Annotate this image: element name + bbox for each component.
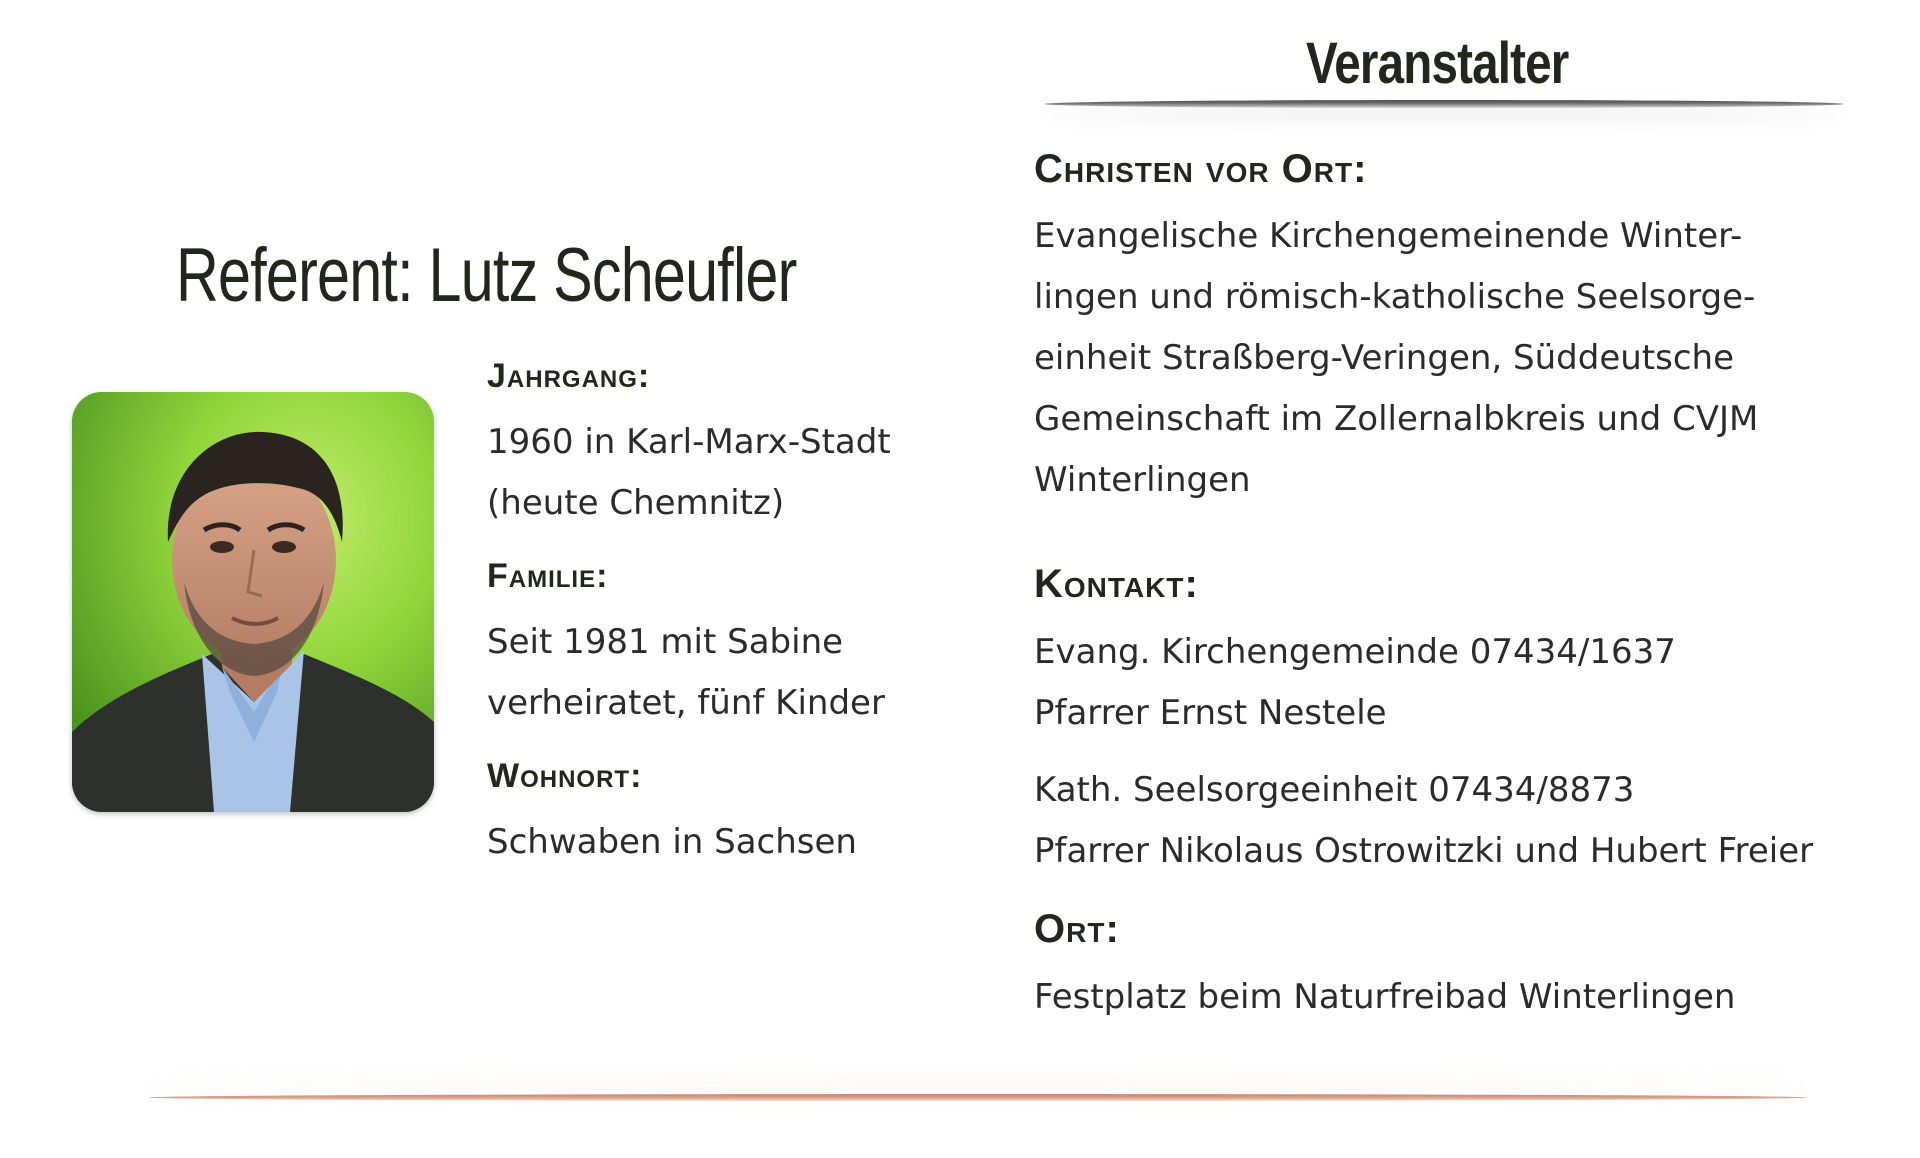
jahrgang-label: Jahrgang: — [487, 357, 651, 395]
ort-value: Festplatz beim Naturfreibad Winterlingen — [1034, 977, 1736, 1017]
kontakt-label: Kontakt: — [1034, 562, 1199, 606]
christen-vor-ort-label: Christen vor Ort: — [1034, 147, 1368, 191]
kontakt-evang-pfarrer: Pfarrer Ernst Nestele — [1034, 693, 1387, 733]
christen-vor-ort-line-4: Gemeinschaft im Zollernalbkreis und CVJM — [1034, 399, 1759, 439]
footer-rule — [148, 1094, 1808, 1101]
christen-vor-ort-line-3: einheit Straßberg-Veringen, Süddeutsche — [1034, 338, 1734, 378]
jahrgang-value-line-1: 1960 in Karl-Marx-Stadt — [487, 422, 891, 462]
portrait-illustration — [72, 392, 434, 812]
referent-photo — [72, 392, 434, 812]
jahrgang-value-line-2: (heute Chemnitz) — [487, 483, 785, 523]
kontakt-evang-line: Evang. Kirchengemeinde 07434/1637 — [1034, 632, 1676, 672]
christen-vor-ort-line-2: lingen und römisch-katholische Seelsorge- — [1034, 277, 1756, 317]
familie-label: Familie: — [487, 557, 609, 595]
kontakt-kath-pfarrer: Pfarrer Nikolaus Ostrowitzki und Hubert Freier — [1034, 831, 1814, 871]
ort-label: Ort: — [1034, 907, 1120, 951]
familie-value-line-2: verheiratet, fünf Kinder — [487, 683, 885, 723]
organizer-heading: Veranstalter — [1306, 31, 1569, 96]
kontakt-kath-line: Kath. Seelsorgeeinheit 07434/8873 — [1034, 770, 1635, 810]
christen-vor-ort-line-1: Evangelische Kirchengemeinende Winter- — [1034, 216, 1743, 256]
christen-vor-ort-line-5: Winterlingen — [1034, 460, 1251, 500]
wohnort-value: Schwaben in Sachsen — [487, 822, 857, 862]
organizer-heading-rule — [1044, 100, 1844, 108]
referent-heading: Referent: Lutz Scheufler — [176, 233, 797, 318]
wohnort-label: Wohnort: — [487, 757, 643, 795]
familie-value-line-1: Seit 1981 mit Sabine — [487, 622, 844, 662]
